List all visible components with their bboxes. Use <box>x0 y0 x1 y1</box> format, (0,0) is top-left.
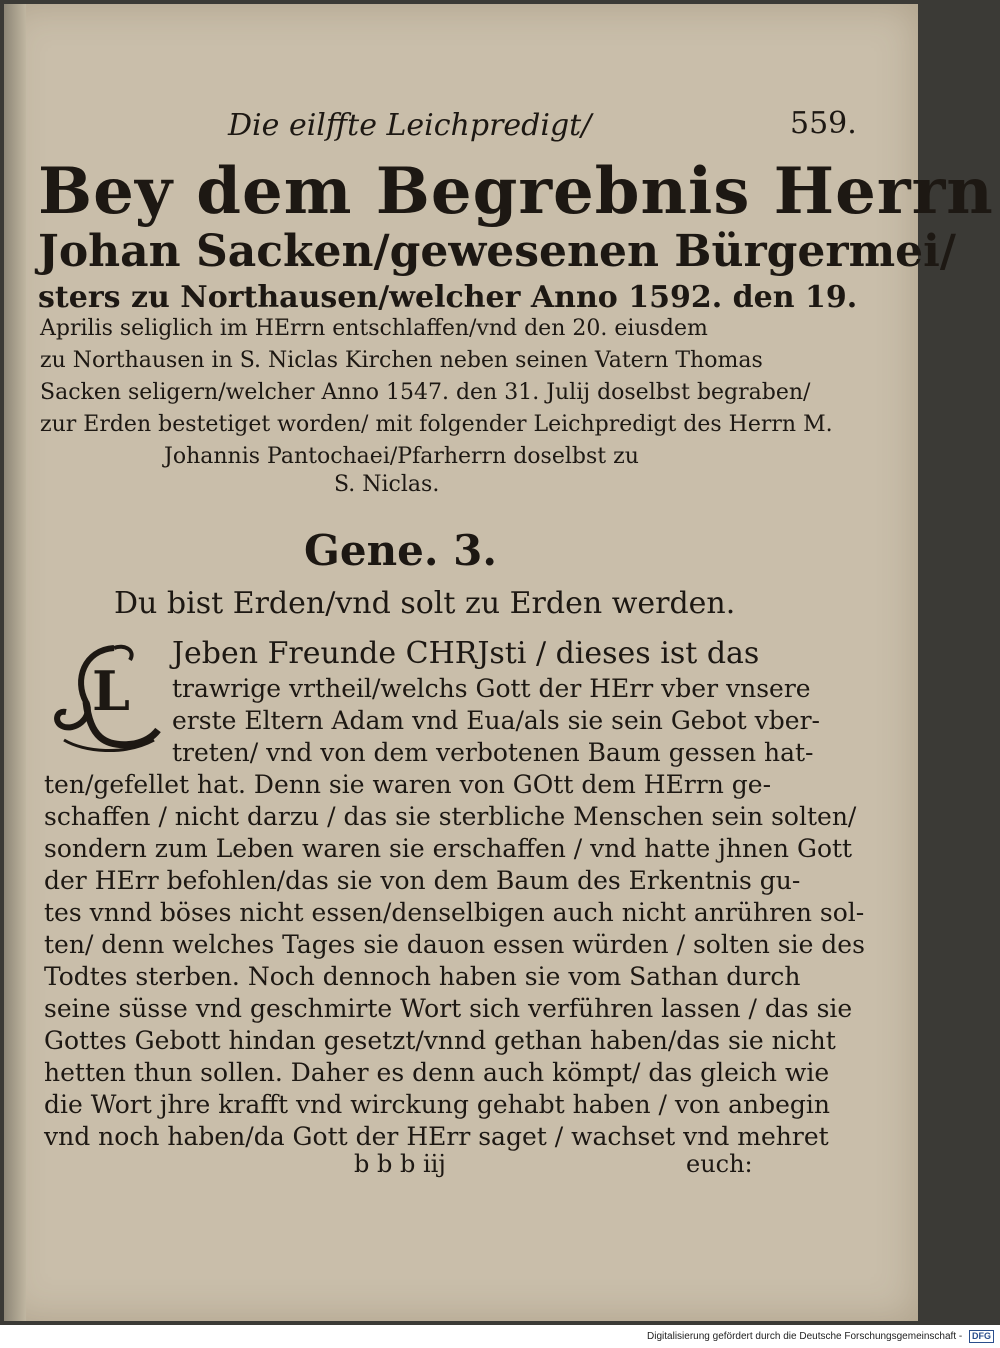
dropcap-letter: L <box>92 659 130 723</box>
page-gutter-shadow <box>4 4 26 1321</box>
signature-mark: b b b iij <box>354 1150 446 1178</box>
body-line: die Wort jhre krafft vnd wirckung gehabt haben / von anbegin <box>44 1090 831 1119</box>
verse-text: Du bist Erden/vnd solt zu Erden werden. <box>114 586 736 621</box>
body-line: tes vnnd böses nicht essen/denselbigen auch nicht anrühren sol- <box>44 898 865 927</box>
title-line-3: sters zu Northausen/welcher Anno 1592. den 19. <box>38 280 858 315</box>
footer-credit-text: Digitalisierung gefördert durch die Deutsche Forschungsgemeinschaft - <box>647 1331 963 1342</box>
digitization-footer <box>0 1330 994 1348</box>
body-line: der HErr befohlen/das sie von dem Baum des Erkentnis gu- <box>44 866 801 895</box>
body-line: Todtes sterben. Noch dennoch haben sie vom Sathan durch <box>44 962 801 991</box>
body-line: hetten thun sollen. Daher es denn auch kömpt/ das gleich wie <box>44 1058 830 1087</box>
body-line: vnd noch haben/da Gott der HErr saget / wachset vnd mehret <box>44 1122 829 1151</box>
body-line: ten/gefellet hat. Denn sie waren von GOtt dem HErrn ge- <box>44 770 772 799</box>
dfg-logo[interactable]: DFG <box>969 1330 994 1343</box>
body-line: Jeben Freunde CHRJsti / dieses ist das <box>172 636 760 671</box>
body-line: schaffen / nicht darzu / das sie sterbliche Menschen sein solten/ <box>44 802 857 831</box>
body-line: ten/ denn welches Tages sie dauon essen würden / solten sie des <box>44 930 865 959</box>
verse-reference: Gene. 3. <box>304 526 497 575</box>
subtitle-line: S. Niclas. <box>334 472 440 497</box>
title-line-2: Johan Sacken/gewesenen Bürgermei/ <box>38 226 956 277</box>
body-line: erste Eltern Adam vnd Eua/als sie sein Gebot vber- <box>172 706 820 735</box>
body-line: trawrige vrtheil/welchs Gott der HErr vber vnsere <box>172 674 811 703</box>
body-line: treten/ vnd von dem verbotenen Baum gessen hat- <box>172 738 814 767</box>
body-line: sondern zum Leben waren sie erschaffen / vnd hatte jhnen Gott <box>44 834 853 863</box>
title-line-1: Bey dem Begrebnis Herrn <box>38 154 994 229</box>
subtitle-line: Johannis Pantochaei/Pfarherrn doselbst zu <box>164 444 639 469</box>
book-page <box>4 4 994 1321</box>
subtitle-line: zu Northausen in S. Niclas Kirchen neben seinen Vatern Thomas <box>40 348 763 373</box>
subtitle-line: Sacken seligern/welcher Anno 1547. den 31. Julij doselbst begraben/ <box>40 380 811 405</box>
running-head: Die eilffte Leichpredigt/ <box>228 108 592 143</box>
body-line: seine süsse vnd geschmirte Wort sich verführen lassen / das sie <box>44 994 853 1023</box>
catchword: euch: <box>686 1150 753 1178</box>
page-number: 559. <box>790 106 857 141</box>
subtitle-line: zur Erden bestetiget worden/ mit folgender Leichpredigt des Herrn M. <box>40 412 833 437</box>
subtitle-line: Aprilis seliglich im HErrn entschlaffen/vnd den 20. eiusdem <box>40 316 708 341</box>
decorated-initial-icon <box>44 640 164 760</box>
body-line: Gottes Gebott hindan gesetzt/vnnd gethan haben/das sie nicht <box>44 1026 836 1055</box>
